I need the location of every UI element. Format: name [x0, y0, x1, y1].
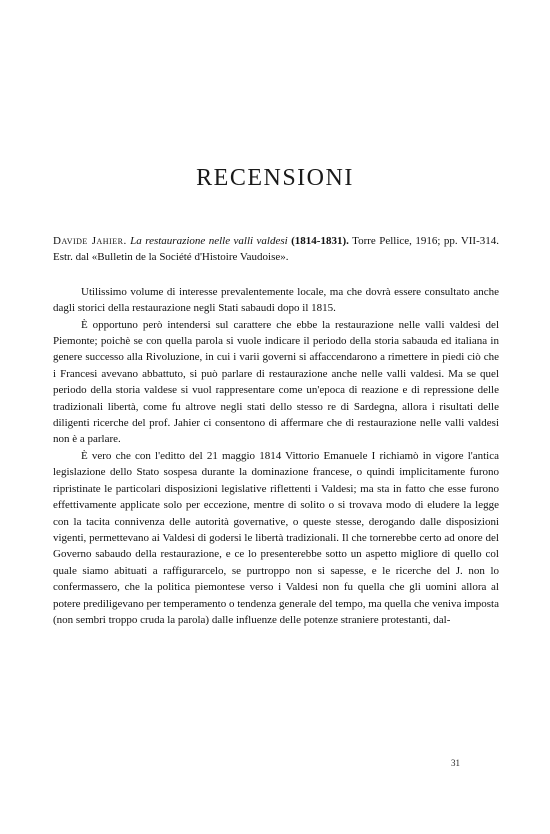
paragraph-2: È opportuno però intendersi sul carattere che ebbe la restaurazione nelle valli valdesi del Piemonte; poichè se con quella parola si vuole indicare il periodo della storia sabauda ed italiana in genere successo alla Rivoluzione, in cui i varii governi si affaccendarono a rimettere in piedi ciò che i Francesi avevano abbattuto, si può parlare di restaurazione anche nelle valli valdesi. Ma se quel periodo della storia valdese si vuol rappresentare come un'epoca di reazione e di repressione delle tradizionali libertà, come fu altrove negli stati dello stesso re di Sardegna, allora i risultati delle diligenti ricerche del prof. Jahier ci consentono di affermare che di restaurazione nelle valli valdesi non è a parlare.: [53, 318, 499, 446]
page-number: 31: [451, 758, 460, 768]
paragraph-1: Utilissimo volume di interesse prevalentemente locale, ma che dovrà essere consultato anche dagli storici della restaurazione negli Stati sabaudi dopo il 1815.: [53, 285, 499, 315]
publication-info: Torre Pellice, 1916; pp. VII-314. Estr. dal «Bulletin de la Société d'Histoire Vaudoise».: [53, 235, 499, 264]
section-heading: RECENSIONI: [196, 165, 354, 191]
review-body: [53, 233, 499, 628]
review-citation: [53, 233, 499, 266]
paragraph-3: È vero che con l'editto del 21 maggio 1814 Vittorio Emanuele I richiamò in vigore l'antica legislazione dello Stato sospesa durante la dominazione francese, o quindi implicitamente furono ripristinate le particolari disposizioni legislative riflettenti i Valdesi; ma sta in fatto che esse furono effettivamente applicate solo per eccezione, mentre di solito o si trovava modo di eludere la legge con la tacita connivenza delle autorità governative, o queste stesse, derogando dalle disposizioni vigenti, permettevano ai Valdesi di godersi le libertà tradizionali. Il che tornerebbe certo ad onore del Governo sabaudo della restaurazione, e ce lo presenterebbe sotto un aspetto migliore di quello col quale siamo abituati a raffigurarcelo, se purtroppo non si sapesse, e le ricerche del J. non lo confermassero, che la politica piemontese verso i Valdesi non fu quella che gli uomini allora al potere prediligevano per temperamento o tendenza generale del tempo, ma quella che veniva imposta (non sembri troppo cruda la parola) dalle influenze delle potenze straniere protestanti, dal-: [53, 449, 499, 626]
review-author: Davide Jahier.: [53, 235, 127, 247]
book-title: La restaurazione nelle valli valdesi: [130, 235, 288, 247]
book-years: (1814-1831).: [291, 235, 349, 247]
